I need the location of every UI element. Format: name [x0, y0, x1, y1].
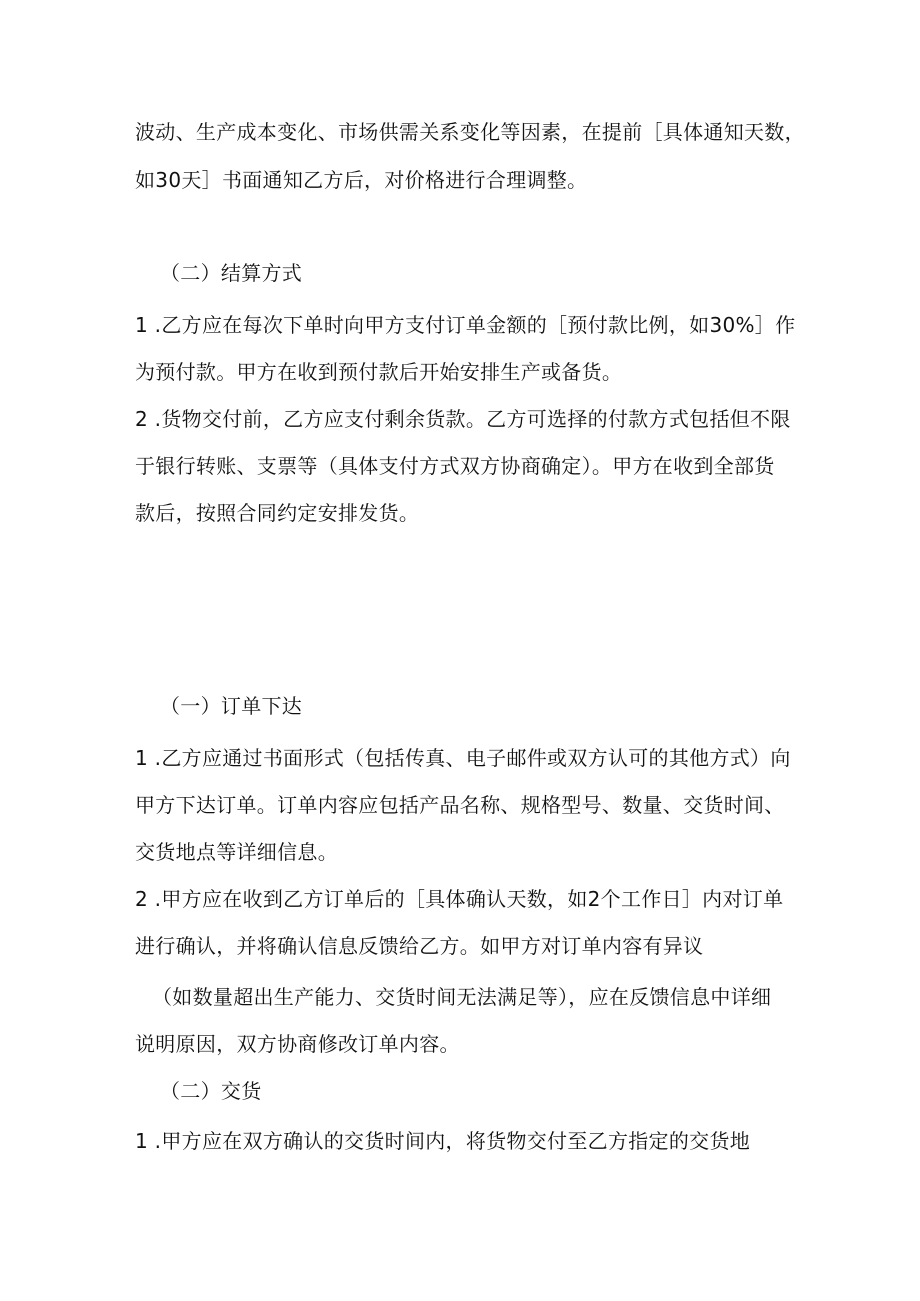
- text-line: 如30天］书面通知乙方后，对价格进行合理调整。: [135, 168, 588, 192]
- text-line: 甲方下达订单。订单内容应包括产品名称、规格型号、数量、交货时间、: [135, 793, 785, 817]
- section-heading: （二）交货: [160, 1079, 262, 1103]
- text-line: 款后，按照合同约定安排发货。: [135, 501, 420, 525]
- text-line: 1 .甲方应在双方确认的交货时间内，将货物交付至乙方指定的交货地: [135, 1129, 751, 1153]
- section-heading: （一）订单下达: [160, 694, 303, 718]
- text-line: 2 .甲方应在收到乙方订单后的［具体确认天数，如2个工作日］内对订单: [135, 887, 784, 911]
- text-line: 1 .乙方应在每次下单时向甲方支付订单金额的［预付款比例，如30%］作: [135, 313, 796, 337]
- text-line: （如数量超出生产能力、交货时间无法满足等），应在反馈信息中详细: [152, 985, 772, 1009]
- text-line: 进行确认，并将确认信息反馈给乙方。如甲方对订单内容有异议: [135, 934, 704, 958]
- text-line: 说明原因，双方协商修改订单内容。: [135, 1032, 460, 1056]
- text-line: 交货地点等详细信息。: [135, 840, 338, 864]
- text-line: 为预付款。甲方在收到预付款后开始安排生产或备货。: [135, 360, 623, 384]
- text-line: 波动、生产成本变化、市场供需关系变化等因素，在提前［具体通知天数，: [135, 120, 805, 144]
- text-line: 1 .乙方应通过书面形式（包括传真、电子邮件或双方认可的其他方式）向: [135, 746, 791, 770]
- section-heading: （二）结算方式: [160, 261, 303, 285]
- text-line: 2 .货物交付前，乙方应支付剩余货款。乙方可选择的付款方式包括但不限: [135, 407, 791, 431]
- text-line: 于银行转账、支票等（具体支付方式双方协商确定）。甲方在收到全部货: [135, 454, 775, 478]
